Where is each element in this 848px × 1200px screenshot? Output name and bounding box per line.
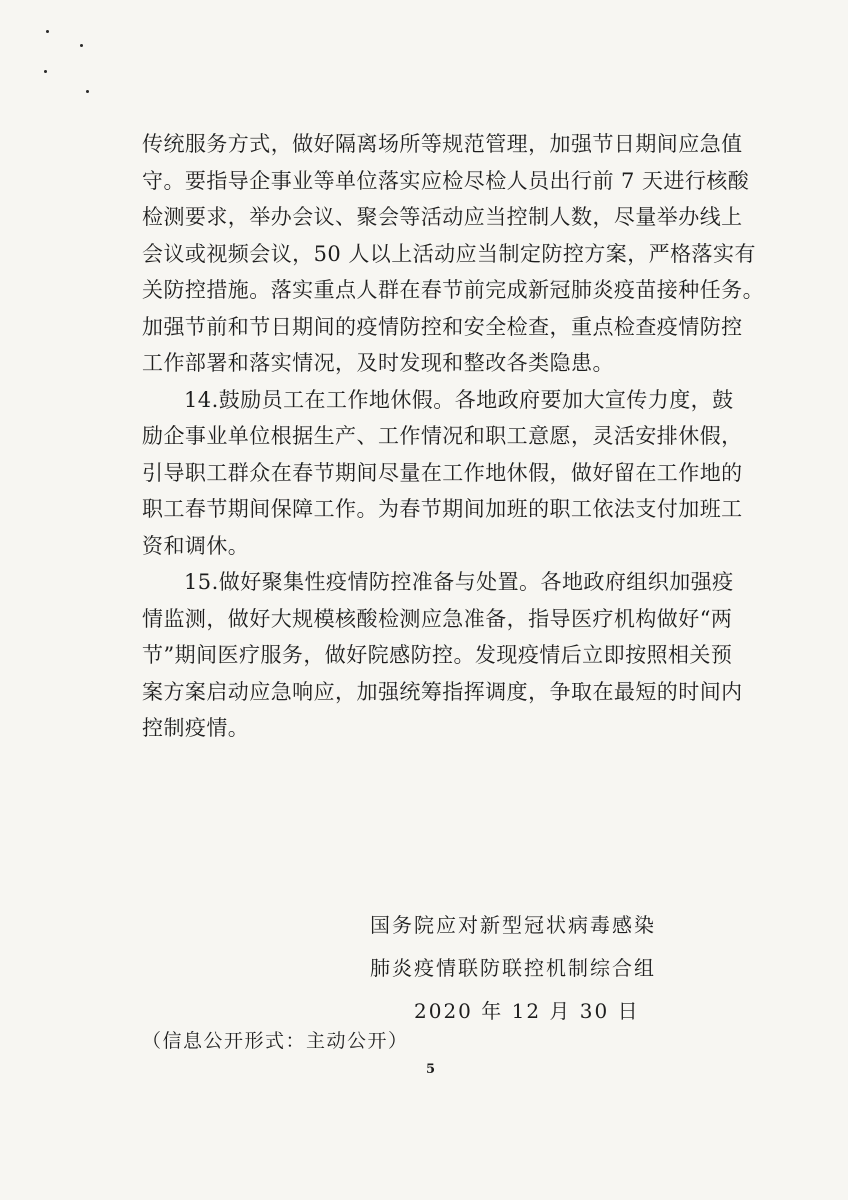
text-line: 励企事业单位根据生产、工作情况和职工意愿，灵活安排休假，: [142, 424, 743, 448]
issuing-organization-line: 肺炎疫情联防联控机制综合组: [370, 956, 656, 980]
disclosure-note: （信息公开形式：主动公开）: [142, 1030, 409, 1052]
issue-date: 2020 年 12 月 30 日: [414, 999, 640, 1023]
text-line: 会议或视频会议，50 人以上活动应当制定防控方案，严格落实有: [142, 241, 756, 266]
scan-speck: [86, 90, 89, 93]
text-line: 检测要求，举办会议、聚会等活动应当控制人数，尽量举办线上: [142, 205, 743, 229]
text-line: 节”期间医疗服务，做好院感防控。发现疫情后立即按照相关预: [142, 643, 733, 667]
text-line: 案方案启动应急响应，加强统筹指挥调度，争取在最短的时间内: [142, 679, 743, 704]
text-line: 引导职工群众在春节期间尽量在工作地休假，做好留在工作地的: [142, 460, 743, 485]
scan-speck: [44, 70, 47, 73]
text-line: 传统服务方式，做好隔离场所等规范管理，加强节日期间应急值: [142, 132, 743, 156]
text-line: 14.鼓励员工在工作地休假。各地政府要加大宣传力度，鼓: [184, 387, 734, 412]
document-body: [142, 126, 765, 747]
text-line: 控制疫情。: [142, 716, 250, 740]
issuing-organization-line: 国务院应对新型冠状病毒感染: [370, 913, 656, 937]
scan-speck: [46, 30, 49, 33]
paragraph-item-15: [142, 564, 742, 747]
text-line: 资和调休。: [142, 533, 250, 558]
text-line: 守。要指导企事业等单位落实应检尽检人员出行前 7 天进行核酸: [142, 168, 750, 193]
text-line: 职工春节期间保障工作。为春节期间加班的职工依法支付加班工: [142, 497, 743, 521]
scan-speck: [80, 44, 83, 47]
paragraph-item-14: [142, 382, 742, 565]
text-line: 工作部署和落实情况，及时发现和整改各类隐患。: [142, 351, 614, 375]
paragraph-continued: [142, 126, 765, 382]
signature-block: [370, 904, 670, 1033]
page-number: 5: [426, 1062, 436, 1077]
text-line: 情监测，做好大规模核酸检测应急准备，指导医疗机构做好“两: [142, 606, 733, 631]
text-line: 关防控措施。落实重点人群在春节前完成新冠肺炎疫苗接种任务。: [142, 278, 765, 302]
text-line: 15.做好聚集性疫情防控准备与处置。各地政府组织加强疫: [184, 570, 734, 594]
text-line: 加强节前和节日期间的疫情防控和安全检查，重点检查疫情防控: [142, 314, 743, 339]
